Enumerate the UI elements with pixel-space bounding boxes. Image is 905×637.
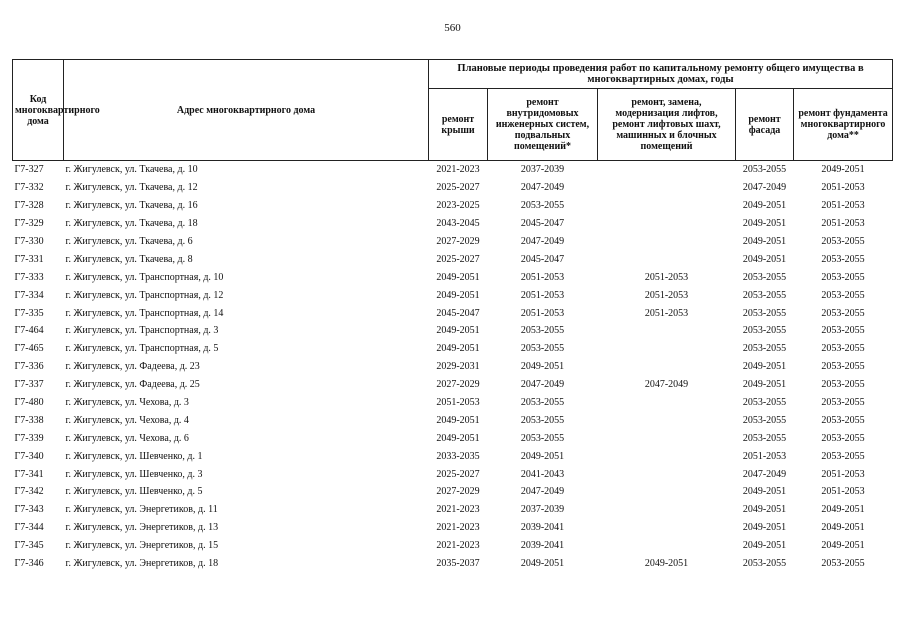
table-row [13,340,893,358]
row-systems: 2039-2041 [520,522,565,534]
row-roof: 2049-2051 [436,271,480,283]
table-row [13,483,893,501]
row-foundation: 2053-2055 [821,558,865,570]
row-address: г. Жигулевск, ул. Энергетиков, д. 13 [65,522,219,534]
row-facade: 2049-2051 [742,236,787,247]
row-code: Г7-480 [14,397,44,409]
row-lifts [598,215,736,233]
row-facade: 2049-2051 [742,200,787,212]
table-row [13,179,893,197]
row-address: г. Жигулевск, ул. Транспортная, д. 3 [65,325,219,337]
row-lifts [598,179,736,197]
row-lifts [598,197,736,215]
table-row [13,537,893,555]
row-foundation: 2051-2053 [821,468,865,480]
row-lifts [598,411,736,429]
row-foundation: 2053-2055 [821,379,865,391]
row-lifts [598,465,736,483]
row-roof: 2049-2051 [436,414,480,426]
row-roof: 2033-2035 [436,450,480,462]
row-roof: 2027-2029 [436,236,480,247]
row-systems: 2053-2055 [520,325,565,337]
table-row [13,501,893,519]
row-roof: 2049-2051 [436,432,480,444]
capital-repair-table [12,59,893,572]
column-header-periods: Плановые периоды проведения работ по капитальному ремонту общего имущества в многоквартирных домах, годы [429,60,893,89]
row-systems: 2047-2049 [520,379,565,391]
row-systems: 2053-2055 [520,432,565,444]
row-facade: 2049-2051 [742,253,787,265]
row-code: Г7-340 [14,450,44,462]
row-systems: 2051-2053 [520,271,565,283]
table-header [13,60,893,161]
row-code: Г7-464 [14,325,44,337]
row-foundation: 2053-2055 [821,361,865,373]
row-facade: 2047-2049 [742,182,787,194]
row-address: г. Жигулевск, ул. Ткачева, д. 12 [65,182,198,194]
row-address: г. Жигулевск, ул. Фадеева, д. 23 [65,361,200,373]
table-row [13,250,893,268]
row-roof: 2043-2045 [436,218,480,230]
row-roof: 2045-2047 [436,307,480,319]
row-lifts [598,501,736,519]
row-systems: 2049-2051 [520,361,565,373]
row-systems: 2051-2053 [520,289,565,301]
row-lifts: 2047-2049 [644,379,689,391]
row-roof: 2029-2031 [436,361,480,373]
row-foundation: 2053-2055 [821,343,865,355]
row-lifts [598,233,736,251]
row-code: Г7-341 [14,468,44,480]
row-foundation: 2049-2051 [821,504,865,516]
row-lifts: 2051-2053 [644,307,689,319]
row-roof: 2021-2023 [436,164,480,176]
row-address: г. Жигулевск, ул. Транспортная, д. 12 [65,289,224,301]
row-roof: 2025-2027 [436,182,480,194]
row-lifts: 2049-2051 [644,558,689,570]
row-roof: 2021-2023 [436,504,480,516]
column-header-address: Адрес многоквартирного дома [64,60,429,161]
row-systems: 2037-2039 [520,504,565,516]
row-systems: 2037-2039 [520,164,565,176]
row-address: г. Жигулевск, ул. Энергетиков, д. 18 [65,558,219,570]
table-row [13,197,893,215]
row-code: Г7-331 [14,253,44,265]
row-roof: 2049-2051 [436,289,480,301]
row-systems: 2049-2051 [520,450,565,462]
row-foundation: 2049-2051 [821,522,865,534]
row-systems: 2051-2053 [520,307,565,319]
row-foundation: 2053-2055 [821,414,865,426]
row-code: Г7-346 [14,558,44,570]
column-header-systems: ремонт внутридомовых инженерных систем, подвальных помещений* [488,89,598,161]
row-foundation: 2053-2055 [821,271,865,283]
row-facade: 2053-2055 [742,325,787,337]
row-code: Г7-333 [14,271,44,283]
row-foundation: 2053-2055 [821,325,865,337]
row-foundation: 2053-2055 [821,307,865,319]
row-facade: 2053-2055 [742,271,787,283]
row-address: г. Жигулевск, ул. Чехова, д. 6 [65,432,189,444]
row-foundation: 2051-2053 [821,182,865,194]
row-lifts [598,394,736,412]
row-address: г. Жигулевск, ул. Транспортная, д. 10 [65,271,224,283]
table-row [13,233,893,251]
row-lifts: 2051-2053 [644,271,689,283]
row-lifts [598,537,736,555]
row-systems: 2045-2047 [520,218,565,230]
row-code: Г7-345 [14,540,44,552]
row-foundation: 2053-2055 [821,450,865,462]
row-systems: 2047-2049 [520,486,565,498]
column-header-code: Код многоквартирного дома [13,60,64,161]
row-lifts: 2051-2053 [644,289,689,301]
row-systems: 2053-2055 [520,343,565,355]
table-row [13,429,893,447]
row-foundation: 2053-2055 [821,253,865,265]
row-code: Г7-338 [14,414,44,426]
row-facade: 2049-2051 [742,504,787,516]
row-roof: 2049-2051 [436,343,480,355]
row-address: г. Жигулевск, ул. Чехова, д. 3 [65,397,189,409]
row-facade: 2049-2051 [742,379,787,391]
row-lifts [598,519,736,537]
row-code: Г7-334 [14,289,44,301]
table-row [13,376,893,394]
row-facade: 2047-2049 [742,468,787,480]
row-systems: 2047-2049 [520,236,565,247]
row-facade: 2053-2055 [742,289,787,301]
table-row [13,519,893,537]
row-code: Г7-335 [14,307,44,319]
table-row [13,215,893,233]
row-roof: 2021-2023 [436,540,480,552]
row-foundation: 2053-2055 [821,432,865,444]
row-code: Г7-330 [14,236,44,247]
row-roof: 2021-2023 [436,522,480,534]
row-address: г. Жигулевск, ул. Энергетиков, д. 11 [65,504,218,516]
row-code: Г7-343 [14,504,44,516]
row-address: г. Жигулевск, ул. Фадеева, д. 25 [65,379,200,391]
row-lifts [598,447,736,465]
row-roof: 2023-2025 [436,200,480,212]
row-address: г. Жигулевск, ул. Шевченко, д. 1 [65,450,203,462]
row-foundation: 2053-2055 [821,289,865,301]
row-code: Г7-337 [14,379,44,391]
row-address: г. Жигулевск, ул. Энергетиков, д. 15 [65,540,219,552]
row-foundation: 2049-2051 [821,164,865,176]
row-address: г. Жигулевск, ул. Ткачева, д. 16 [65,200,198,212]
row-facade: 2053-2055 [742,432,787,444]
table-row [13,411,893,429]
row-lifts [598,358,736,376]
row-code: Г7-339 [14,432,44,444]
row-foundation: 2051-2053 [821,218,865,230]
row-roof: 2025-2027 [436,253,480,265]
row-facade: 2053-2055 [742,164,787,176]
column-header-lifts: ремонт, замена, модернизация лифтов, ремонт лифтовых шахт, машинных и блочных помещений [598,89,736,161]
page-number: 560 [444,22,461,34]
table-row [13,322,893,340]
row-systems: 2053-2055 [520,200,565,212]
column-header-facade: ремонт фасада [736,89,794,161]
row-code: Г7-329 [14,218,44,230]
row-foundation: 2053-2055 [821,397,865,409]
row-facade: 2049-2051 [742,486,787,498]
table-body [13,161,893,573]
row-lifts [598,161,736,179]
row-address: г. Жигулевск, ул. Шевченко, д. 3 [65,468,203,480]
row-facade: 2053-2055 [742,307,787,319]
row-facade: 2053-2055 [742,414,787,426]
row-address: г. Жигулевск, ул. Ткачева, д. 8 [65,253,193,265]
row-foundation: 2049-2051 [821,540,865,552]
row-lifts [598,340,736,358]
row-address: г. Жигулевск, ул. Транспортная, д. 14 [65,307,224,319]
row-facade: 2049-2051 [742,218,787,230]
row-facade: 2049-2051 [742,361,787,373]
column-header-foundation: ремонт фундамента многоквартирного дома** [794,89,893,161]
row-code: Г7-327 [14,164,44,176]
table-row [13,447,893,465]
row-systems: 2039-2041 [520,540,565,552]
row-facade: 2051-2053 [742,450,787,462]
row-code: Г7-328 [14,200,44,212]
row-lifts [598,483,736,501]
row-lifts [598,322,736,340]
row-systems: 2049-2051 [520,558,565,570]
row-foundation: 2051-2053 [821,200,865,212]
row-lifts [598,250,736,268]
row-code: Г7-332 [14,182,44,194]
row-roof: 2027-2029 [436,379,480,391]
row-address: г. Жигулевск, ул. Транспортная, д. 5 [65,343,219,355]
row-systems: 2047-2049 [520,182,565,194]
row-systems: 2041-2043 [520,468,565,480]
table-row [13,304,893,322]
row-facade: 2053-2055 [742,558,787,570]
row-roof: 2049-2051 [436,325,480,337]
row-systems: 2053-2055 [520,397,565,409]
row-systems: 2053-2055 [520,414,565,426]
row-address: г. Жигулевск, ул. Ткачева, д. 10 [65,164,198,176]
row-lifts [598,429,736,447]
table-row [13,358,893,376]
row-facade: 2053-2055 [742,343,787,355]
table-row [13,555,893,573]
column-header-roof: ремонт крыши [429,89,488,161]
row-foundation: 2051-2053 [821,486,865,498]
table-row [13,286,893,304]
row-code: Г7-342 [14,486,44,498]
row-code: Г7-336 [14,361,44,373]
row-systems: 2045-2047 [520,253,565,265]
table-row [13,394,893,412]
row-facade: 2049-2051 [742,540,787,552]
row-roof: 2035-2037 [436,558,480,570]
row-foundation: 2053-2055 [821,236,865,247]
row-code: Г7-344 [14,522,44,534]
row-code: Г7-465 [14,343,44,355]
row-address: г. Жигулевск, ул. Шевченко, д. 5 [65,486,203,498]
table-row [13,161,893,179]
row-address: г. Жигулевск, ул. Ткачева, д. 6 [65,236,193,247]
table-row [13,465,893,483]
table-row [13,268,893,286]
row-facade: 2049-2051 [742,522,787,534]
row-address: г. Жигулевск, ул. Чехова, д. 4 [65,414,189,426]
row-facade: 2053-2055 [742,397,787,409]
row-roof: 2025-2027 [436,468,480,480]
row-roof: 2027-2029 [436,486,480,498]
row-address: г. Жигулевск, ул. Ткачева, д. 18 [65,218,198,230]
row-roof: 2051-2053 [436,397,480,409]
